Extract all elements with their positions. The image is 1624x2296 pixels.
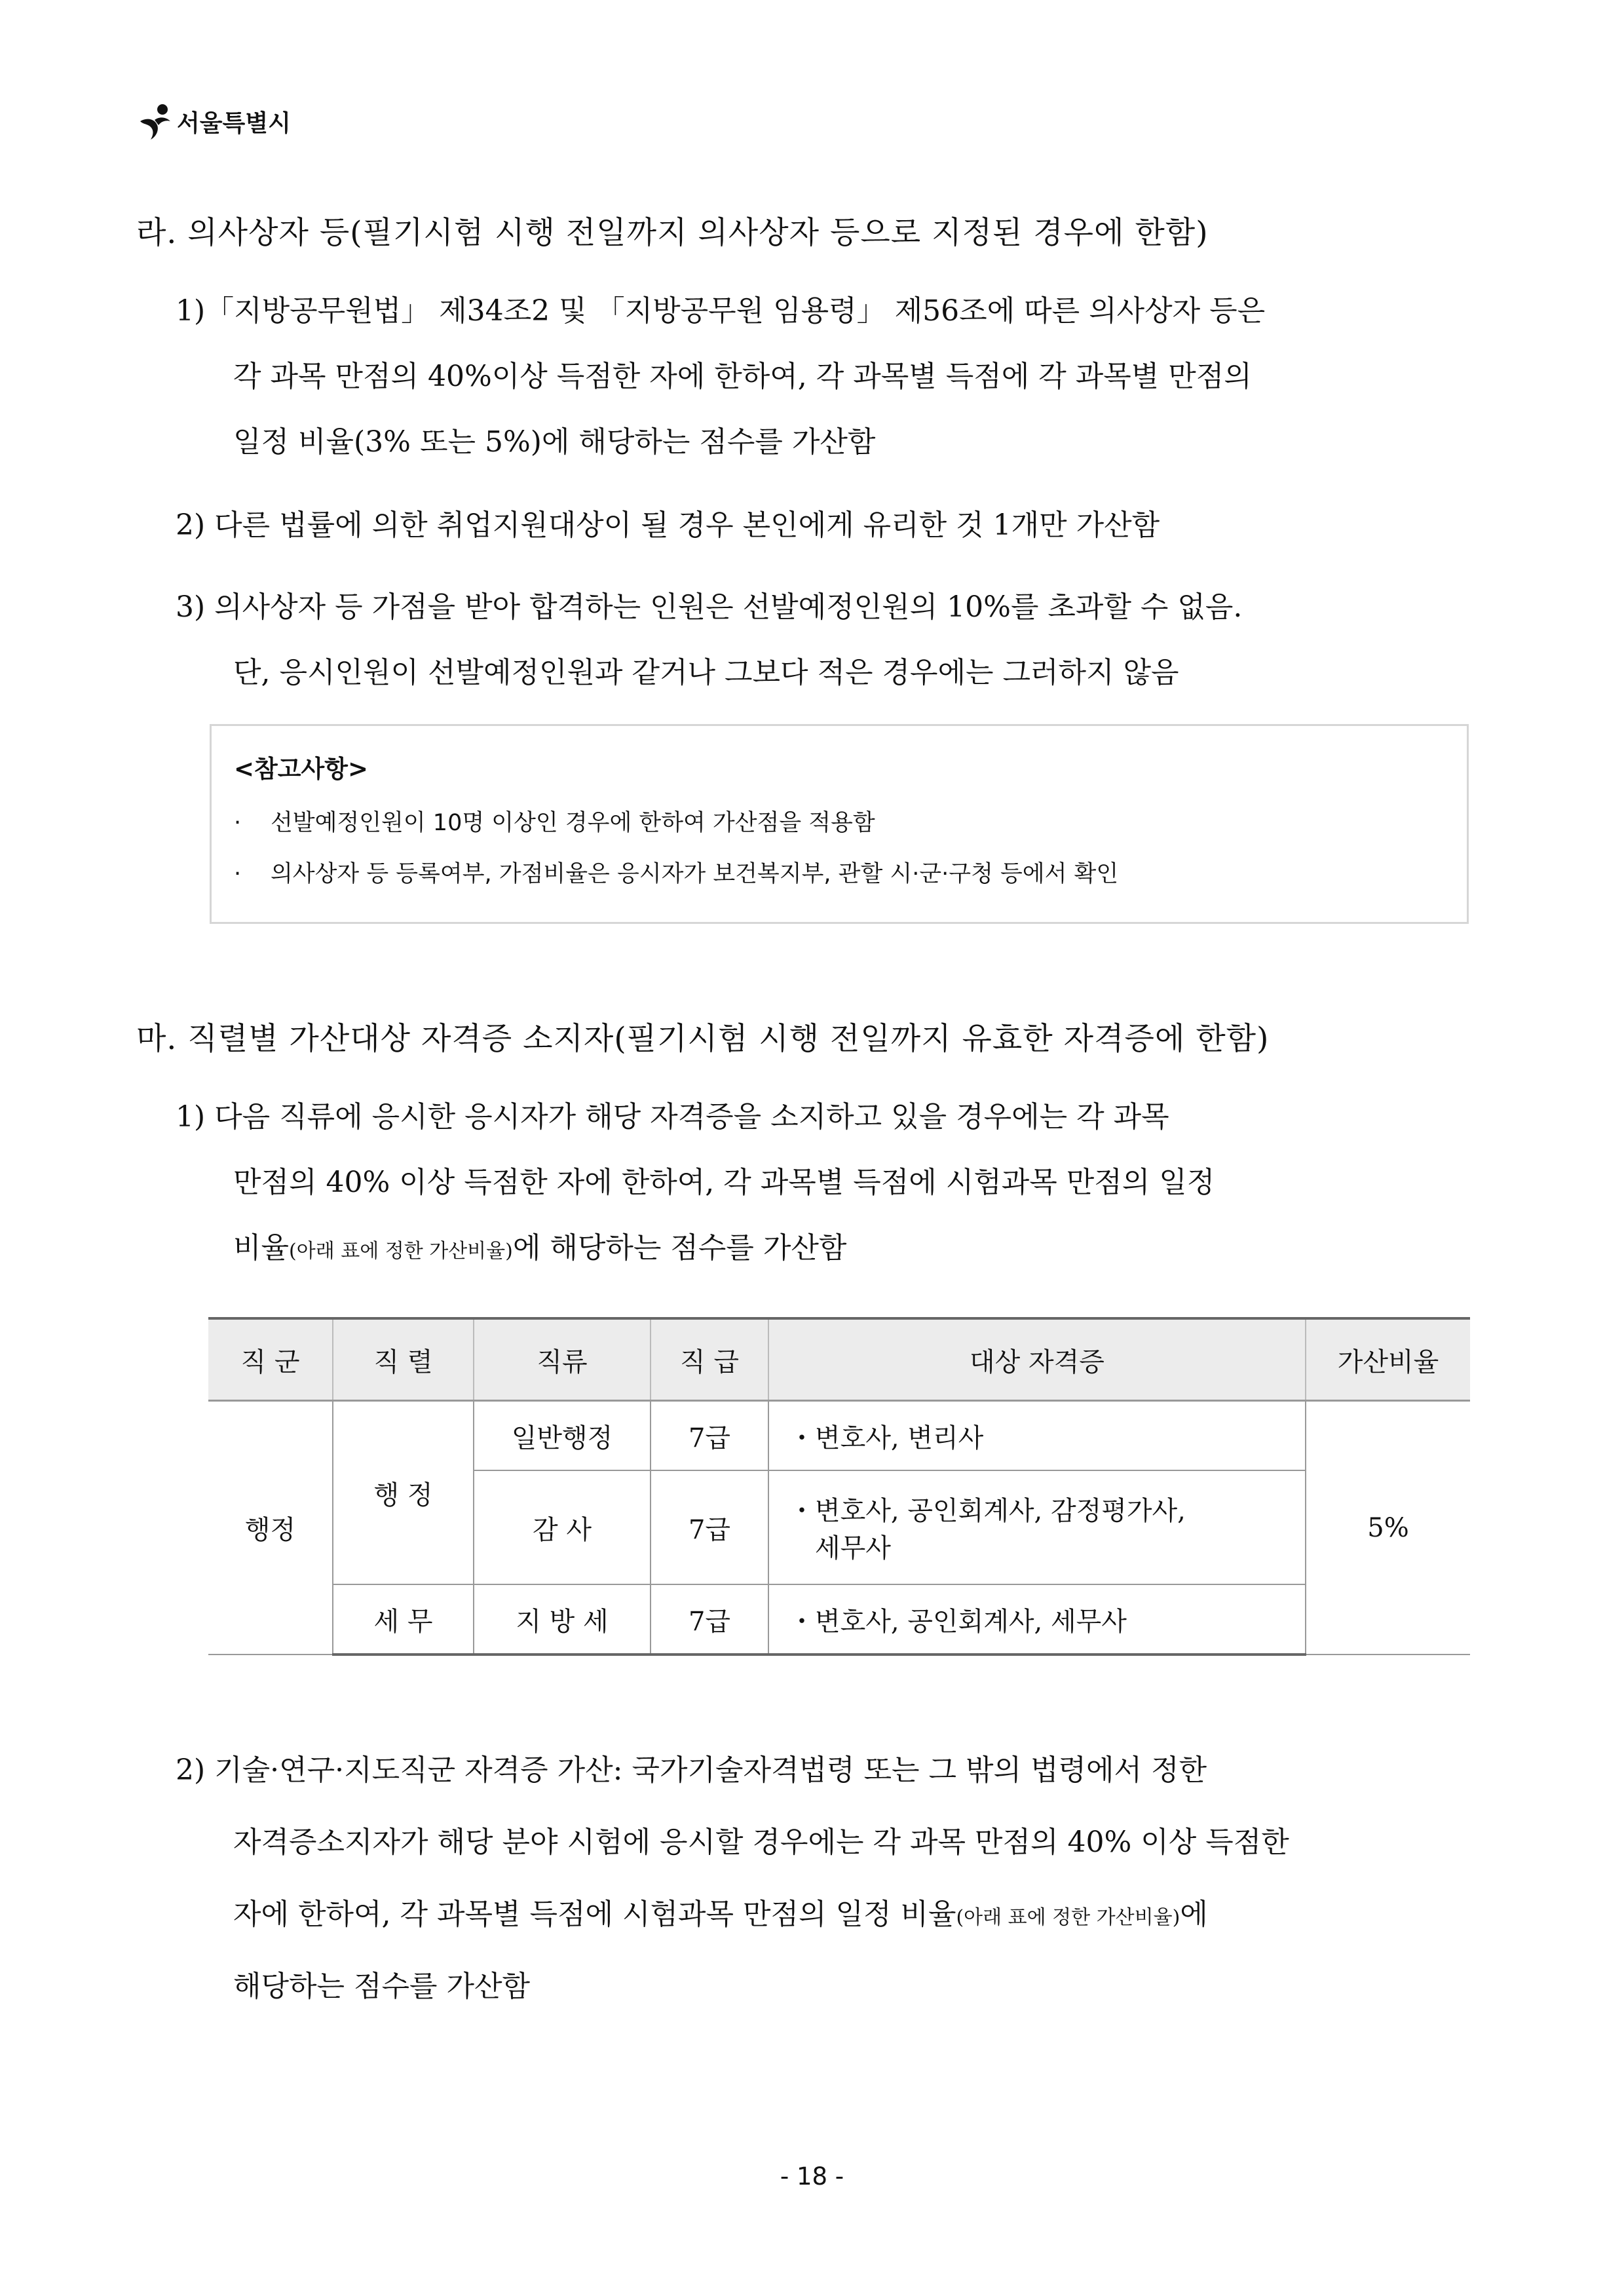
seoul-logo-icon: [138, 102, 173, 141]
header-job-class: 직류: [474, 1318, 651, 1401]
ma-item1-line1: 1) 다음 직류에 응시한 응시자가 해당 자격증을 소지하고 있을 경우에는 각 과목: [176, 1100, 1169, 1134]
header-grade: 직 급: [651, 1318, 768, 1401]
certificate-text: 세무사: [815, 1533, 891, 1563]
table-row: [208, 1584, 1470, 1655]
grade-cell: 7급: [651, 1584, 768, 1655]
ra-item1-line1: 1)「지방공무원법」 제34조2 및 「지방공무원 임용령」 제56조에 따른 의사상자 등은: [176, 294, 1266, 328]
note-item: [234, 856, 1118, 889]
note-title: <참고사항>: [234, 755, 368, 783]
certificate-cell: [768, 1584, 1306, 1655]
ra-item3-line2: 단, 응시인원이 선발예정인원과 같거나 그보다 적은 경우에는 그러하지 않음: [233, 656, 1179, 689]
ma-item2-line3-b: 에: [1180, 1898, 1208, 1931]
job-class-cell: 감 사: [474, 1470, 651, 1584]
header-bonus-rate: 가산비율: [1306, 1318, 1470, 1401]
certificate-text: ・변호사, 변리사: [789, 1423, 984, 1453]
section-ra-heading: 라. 의사상자 등(필기시험 시행 전일까지 의사상자 등으로 지정된 경우에 한함): [136, 215, 1209, 251]
ma-item1-line3: [233, 1224, 846, 1266]
header-certificate: 대상 자격증: [768, 1318, 1306, 1401]
table-row: [208, 1401, 1470, 1471]
note-item-text: 의사상자 등 등록여부, 가점비율은 응시자가 보건복지부, 관할 시·군·구청 등에서 확인: [271, 861, 1119, 887]
job-class-cell: 일반행정: [474, 1401, 651, 1471]
section-ma-heading: 마. 직렬별 가산대상 자격증 소지자(필기시험 시행 전일까지 유효한 자격증에 한함): [136, 1021, 1270, 1057]
ra-item1-line3: 일정 비율(3% 또는 5%)에 해당하는 점수를 가산함: [233, 425, 876, 459]
certificate-text: ・변호사, 공인회계사, 감정평가사,: [789, 1496, 1186, 1526]
note-item: [234, 805, 875, 837]
ma-item2-line3: [233, 1890, 1208, 1932]
certificate-text: ・변호사, 공인회계사, 세무사: [789, 1606, 1127, 1637]
ma-item1-line2: 만점의 40% 이상 득점한 자에 한하여, 각 과목별 득점에 시험과목 만점의 일정: [233, 1166, 1215, 1199]
certificate-cell: [768, 1470, 1306, 1584]
ma-item2-line2: 자격증소지자가 해당 분야 시험에 응시할 경우에는 각 과목 만점의 40% 이상 득점한: [233, 1826, 1289, 1859]
table-header-row: [208, 1318, 1470, 1401]
ma-item1-line3-small: (아래 표에 정한 가산비율): [289, 1240, 513, 1263]
header-logo: [138, 98, 291, 144]
note-item-text: 선발예정인원이 10명 이상인 경우에 한하여 가산점을 적용함: [271, 810, 875, 836]
ra-item3-line1: 3) 의사상자 등 가점을 받아 합격하는 인원은 선발예정인원의 10%를 초과할 수 없음.: [176, 590, 1243, 624]
org-name: 서울특별시: [177, 109, 291, 137]
ra-item1-line2: 각 과목 만점의 40%이상 득점한 자에 한하여, 각 과목별 득점에 각 과목별 만점의: [233, 360, 1252, 393]
certificate-cell: [768, 1401, 1306, 1471]
ra-item2: 2) 다른 법률에 의한 취업지원대상이 될 경우 본인에게 유리한 것 1개만 가산함: [176, 508, 1160, 542]
job-series-cell: 행 정: [333, 1401, 474, 1585]
job-group-cell: 행정: [208, 1401, 333, 1655]
grade-cell: 7급: [651, 1401, 768, 1471]
note-bullet: ·: [234, 810, 242, 836]
certificate-table: [208, 1317, 1470, 1656]
bonus-rate-cell: 5%: [1306, 1401, 1470, 1655]
ma-item2-line3-a: 자에 한하여, 각 과목별 득점에 시험과목 만점의 일정 비율: [233, 1898, 956, 1931]
ma-item2-line1: 2) 기술·연구·지도직군 자격증 가산: 국가기술자격법령 또는 그 밖의 법령에서 정한: [176, 1753, 1207, 1787]
ma-item2-line3-small: (아래 표에 정한 가산비율): [956, 1906, 1180, 1929]
job-class-cell: 지 방 세: [474, 1584, 651, 1655]
header-job-series: 직 렬: [333, 1318, 474, 1401]
grade-cell: 7급: [651, 1470, 768, 1584]
ma-item1-line3-b: 에 해당하는 점수를 가산함: [512, 1231, 847, 1265]
job-series-cell: 세 무: [333, 1584, 474, 1655]
ma-item1-line3-a: 비율: [233, 1231, 290, 1265]
ma-item2-line4: 해당하는 점수를 가산함: [233, 1970, 531, 2003]
reference-note-box: [210, 724, 1469, 924]
note-bullet: ·: [234, 861, 242, 887]
header-job-group: 직 군: [208, 1318, 333, 1401]
page-number: - 18 -: [780, 2162, 844, 2191]
